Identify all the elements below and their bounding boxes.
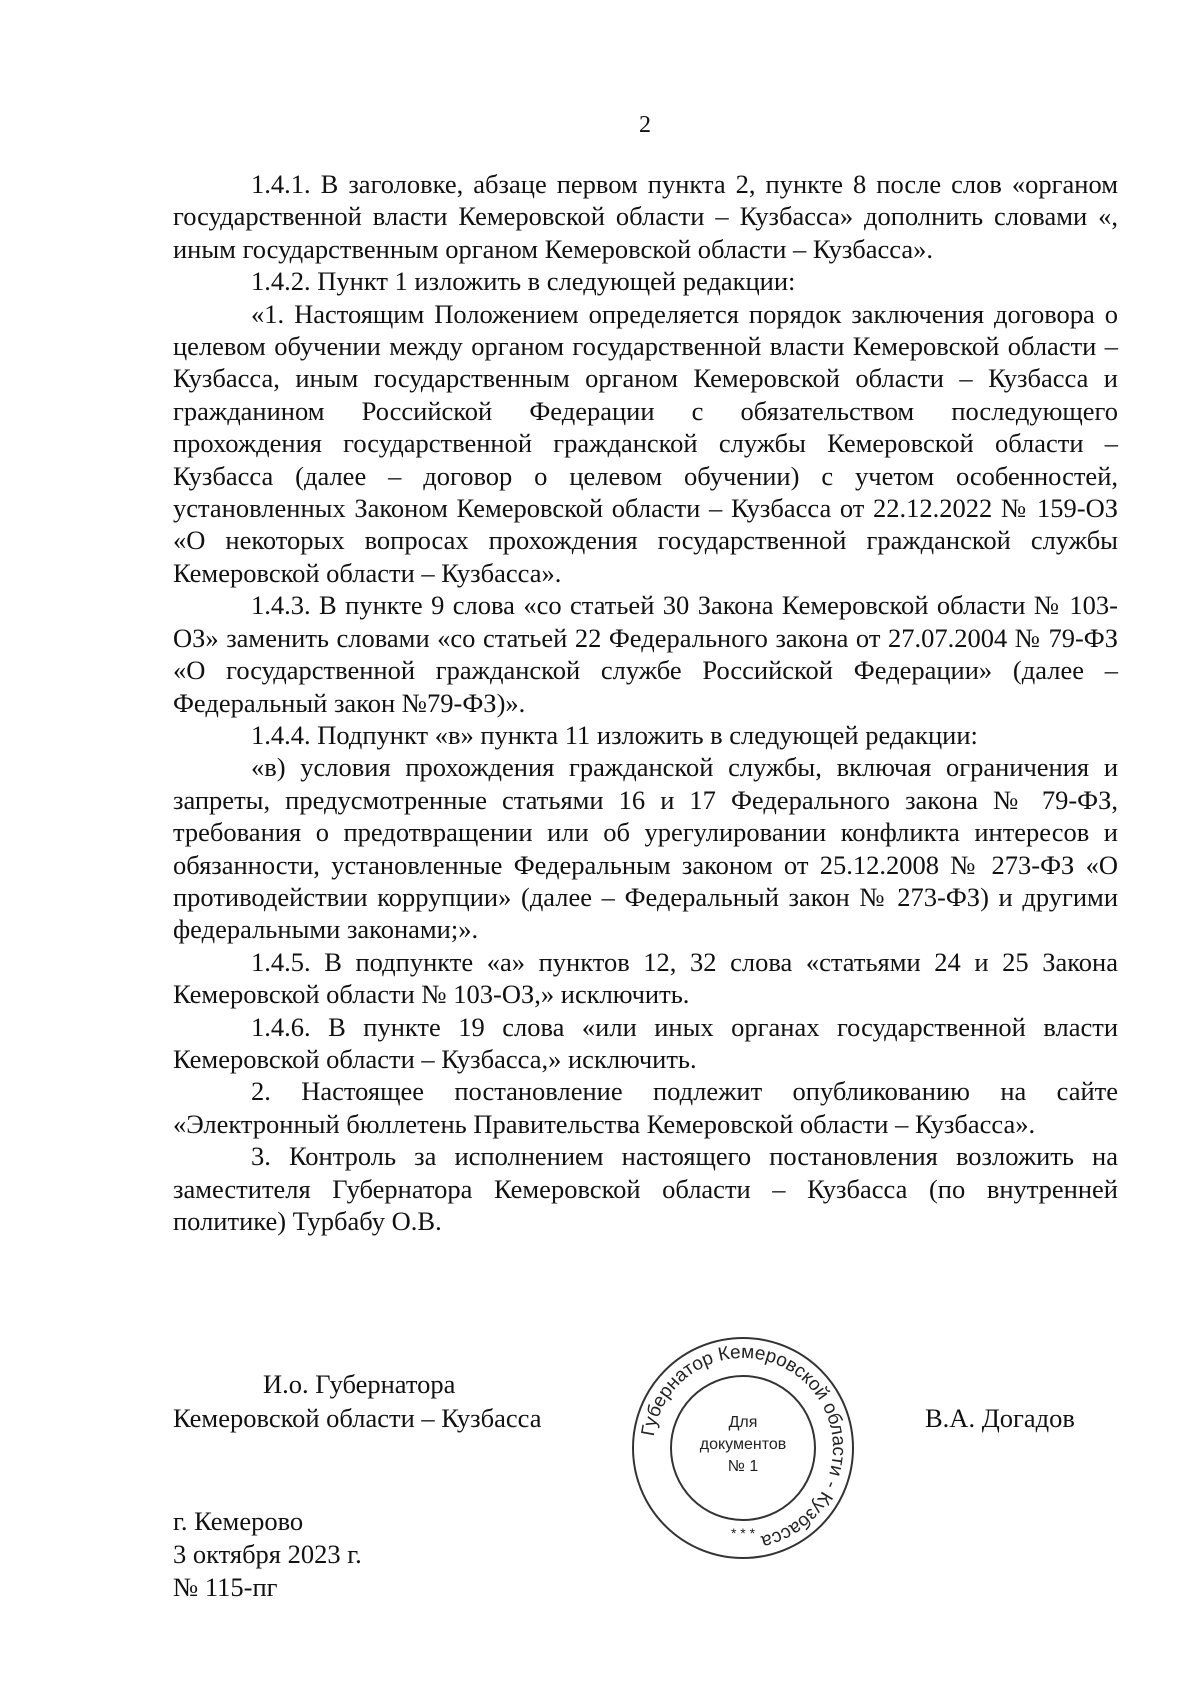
signatory-title — [173, 1367, 542, 1435]
paragraph-1-4-3: 1.4.3. В пункте 9 слова «со статьей 30 Закона Кемеровской области № 103-ОЗ» заменить словами «со статьей 22 Федерального закона от 27.07.2004 № 79-ФЗ «О государственной гражданской службе Российской Федерации» (далее – Федеральный закон №79-ФЗ)». — [173, 590, 1118, 718]
stamp-center-line2: документов — [699, 1436, 787, 1453]
signatory-name: В.А. Догадов — [925, 1403, 1075, 1433]
document-date: 3 октября 2023 г. — [173, 1539, 362, 1569]
stamp-center-line3: № 1 — [727, 1458, 759, 1475]
signatory-title-line1: И.о. Губернатора — [263, 1369, 456, 1399]
paragraph-quote-1: «1. Настоящим Положением определяется порядок заключения договора о целевом обучении между органом государственной власти Кемеровской области – Кузбасса, иным государственным органом Кемеровской области – Кузбасса и гражданином Российской Федерации с обязательством последующего прохождения государственной гражданской службы Кемеровской области – Кузбасса (далее – договор о целевом обучении) с учетом особенностей, установленных Законом Кемеровской области – Кузбасса от 22.12.2022 № 159-ОЗ «О некоторых вопросах прохождения государственной гражданской службы Кемеровской области – Кузбасса». — [173, 298, 1118, 588]
paragraph-2: 2. Настоящее постановление подлежит опубликованию на сайте «Электронный бюллетень Правительства Кемеровской области – Кузбасса». — [173, 1076, 1118, 1139]
stamp-stars: * * * — [730, 1525, 756, 1541]
paragraph-quote-v: «в) условия прохождения гражданской службы, включая ограничения и запреты, предусмотренные статьями 16 и 17 Федерального закона № 79-ФЗ, требования о предотвращении или об урегулировании конфликта интересов и обязанности, установленные Федеральным законом от 25.12.2008 № 273-ФЗ «О противодействии коррупции» (далее – Федеральный закон № 273-ФЗ) и другими федеральными законами;». — [173, 752, 1118, 945]
document-number: № 115-пг — [173, 1572, 278, 1602]
paragraph-1-4-1: 1.4.1. В заголовке, абзаце первом пункта 2, пункте 8 после слов «органом государственной власти Кемеровской области – Кузбасса» дополнить словами «, иным государственным органом Кемеровской области – Кузбасса». — [173, 169, 1118, 264]
stamp-ring-text: Губернатор Кемеровской области - Кузбасса — [637, 1341, 850, 1552]
paragraph-1-4-2: 1.4.2. Пункт 1 изложить в следующей редакции: — [251, 266, 796, 297]
document-body — [173, 168, 1118, 1237]
page-number: 2 — [639, 112, 651, 138]
paragraph-1-4-5: 1.4.5. В подпункте «а» пунктов 12, 32 слова «статьями 24 и 25 Закона Кемеровской области № 103-ОЗ,» исключить. — [173, 946, 1118, 1010]
paragraph-1-4-4: 1.4.4. Подпункт «в» пункта 11 изложить в следующей редакции: — [251, 719, 978, 750]
paragraph-1-4-6: 1.4.6. В пункте 19 слова «или иных органах государственной власти Кемеровской области – Кузбасса,» исключить. — [173, 1011, 1118, 1074]
document-place: г. Кемерово — [173, 1506, 304, 1536]
official-stamp — [630, 1335, 856, 1561]
signatory-title-line2: Кемеровской области – Кузбасса — [173, 1403, 542, 1433]
document-place-date-number — [173, 1505, 362, 1604]
stamp-center-line1: Для — [728, 1414, 758, 1431]
paragraph-3: 3. Контроль за исполнением настоящего постановления возложить на заместителя Губернатора Кемеровской области – Кузбасса (по внутренней политике) Турбабу О.В. — [173, 1141, 1118, 1236]
